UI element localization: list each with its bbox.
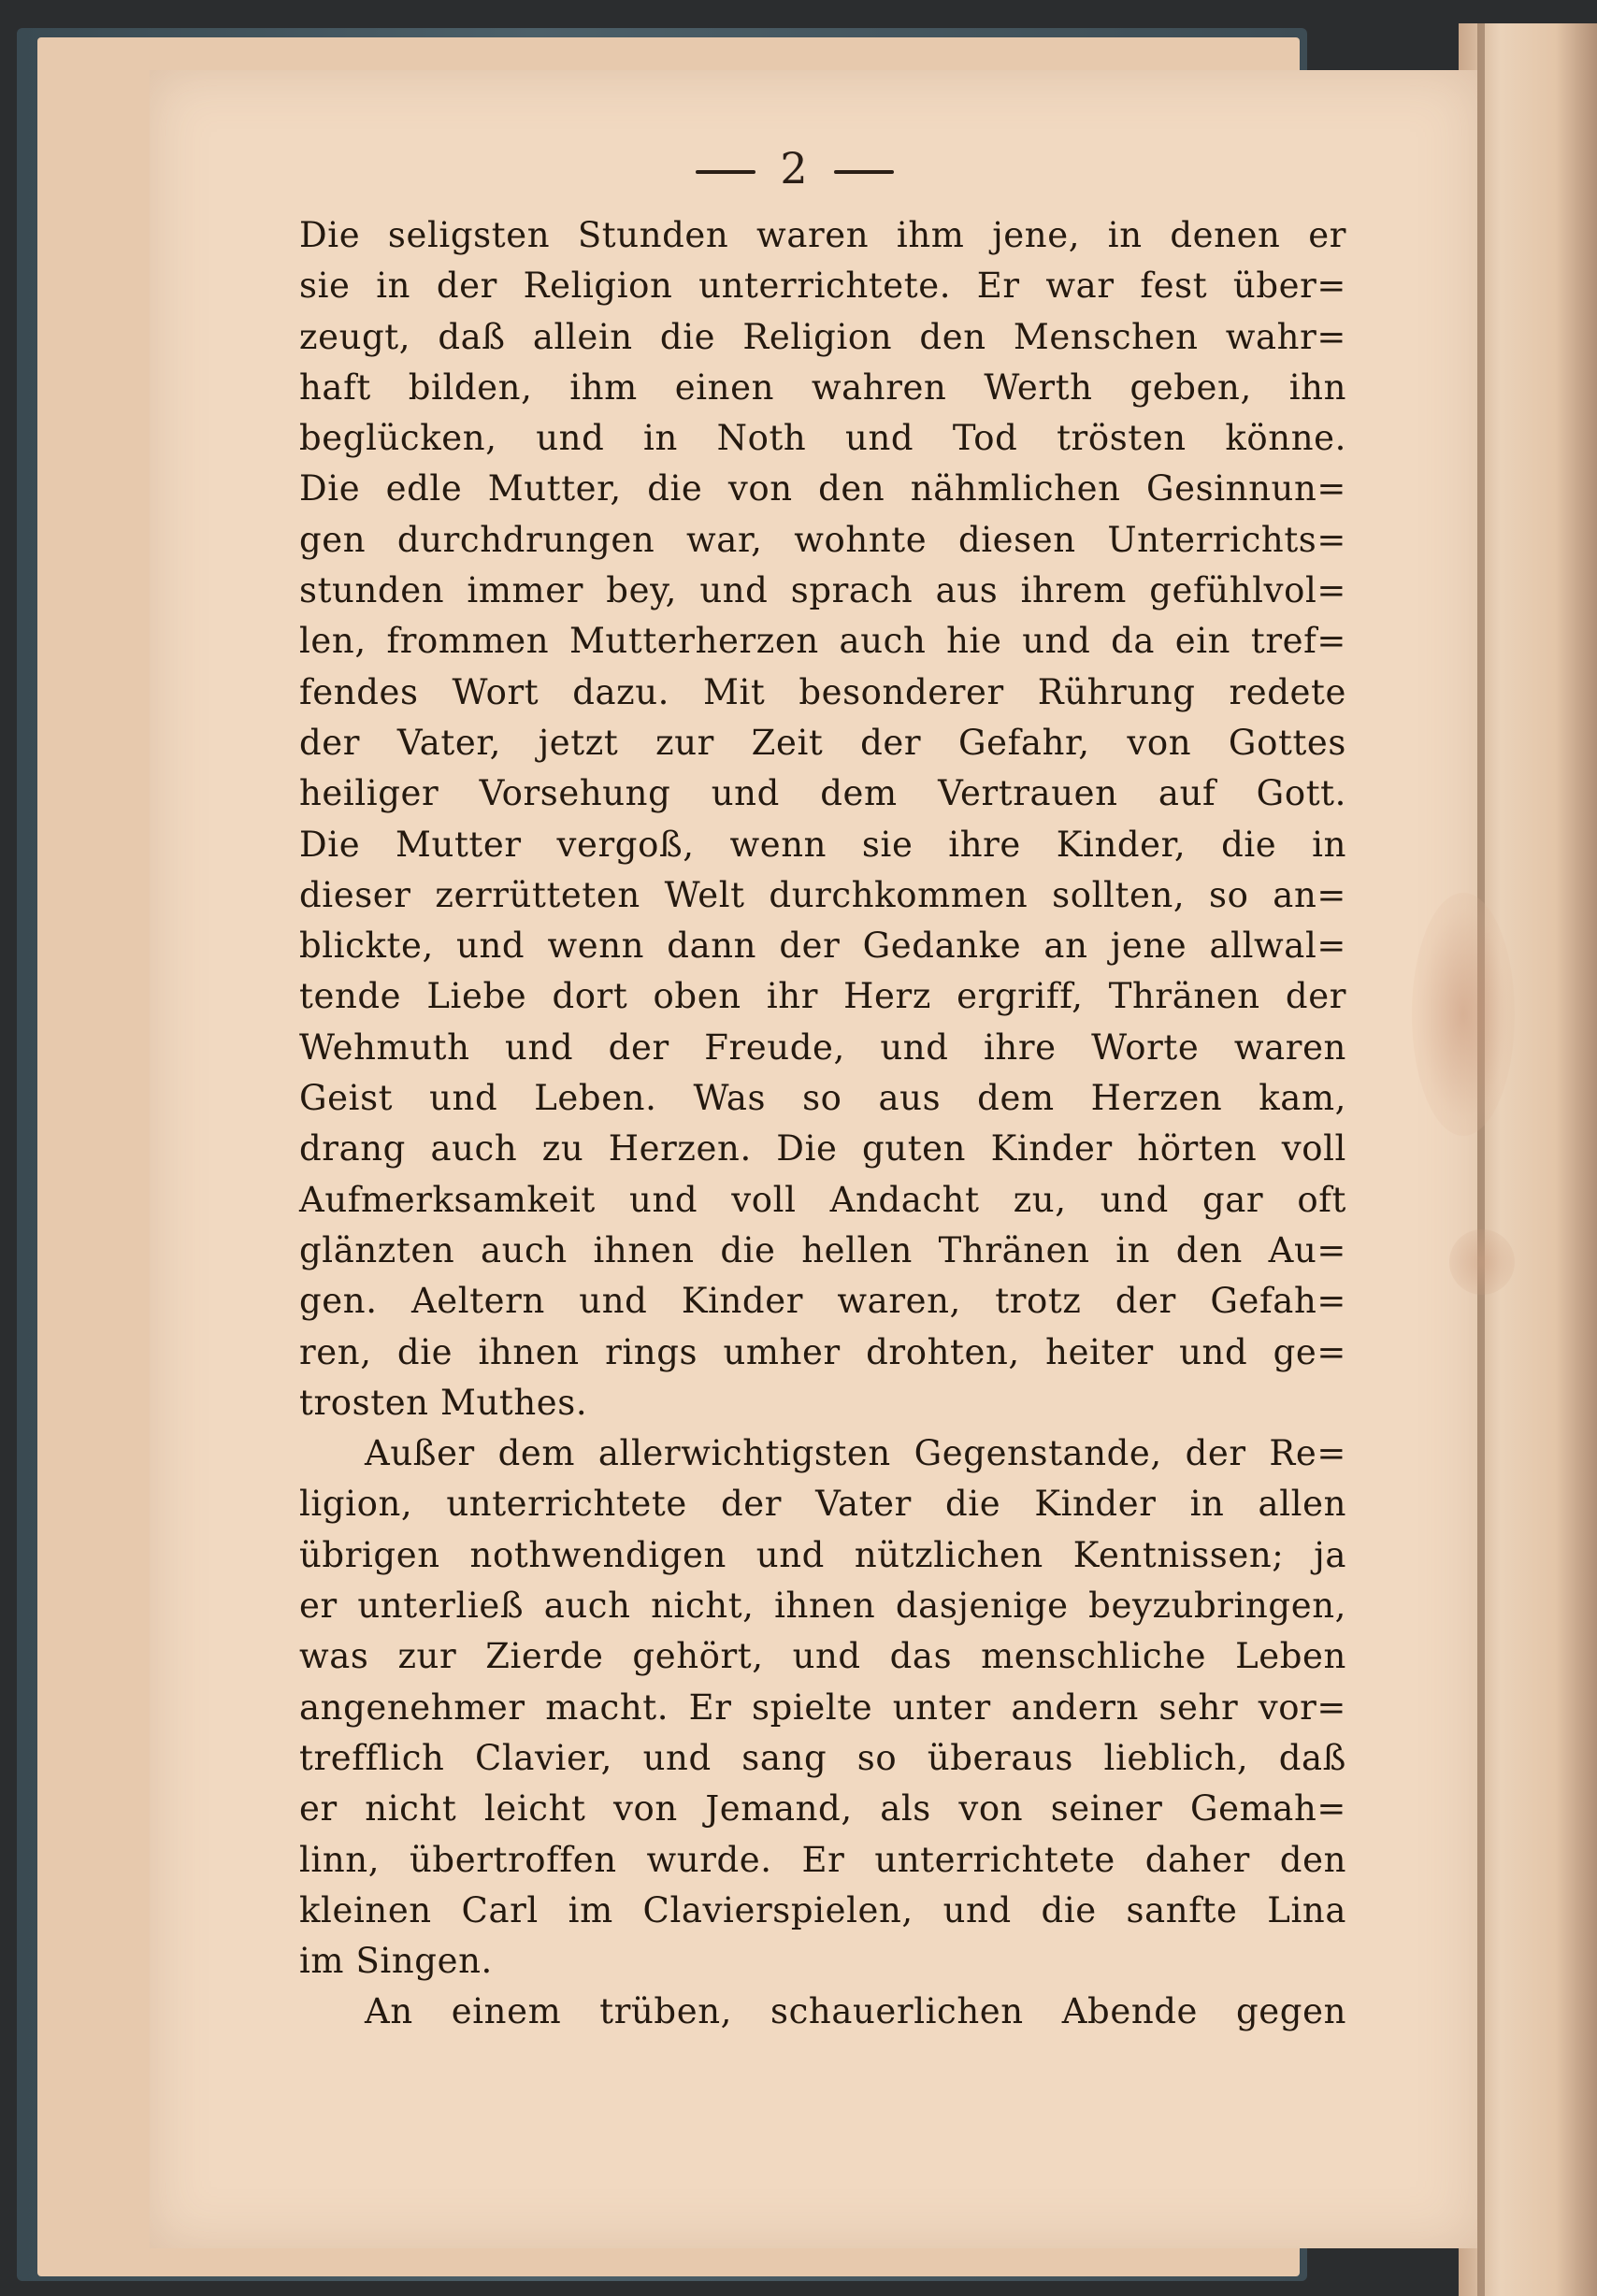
ornament-right bbox=[834, 170, 894, 174]
text-line: er nicht leicht von Jemand, als von seiner Gemah= bbox=[299, 1788, 1346, 1830]
text-line: kleinen Carl im Clavierspielen, und die sanfte Lina bbox=[299, 1889, 1346, 1930]
text-line: übrigen nothwendigen und nützlichen Kentnissen; ja bbox=[299, 1534, 1346, 1575]
text-line: er unterließ auch nicht, ihnen dasjenige beyzubringen, bbox=[299, 1586, 1346, 1627]
text-line: Die Mutter vergoß, wenn sie ihre Kinder, die in bbox=[299, 824, 1346, 865]
paragraph-start-line: Außer dem allerwichtigsten Gegenstande, der Re= bbox=[365, 1433, 1346, 1474]
paragraph-start-line: An einem trüben, schauerlichen Abende gegen bbox=[365, 1991, 1346, 2032]
text-line: Geist und Leben. Was so aus dem Herzen kam, bbox=[299, 1078, 1346, 1119]
text-line: Aufmerksamkeit und voll Andacht zu, und gar oft bbox=[299, 1179, 1346, 1220]
text-line: fendes Wort dazu. Mit besonderer Rührung redete bbox=[299, 671, 1346, 712]
text-line: im Singen. bbox=[299, 1941, 493, 1982]
body-text bbox=[299, 210, 1346, 2038]
text-line: angenehmer macht. Er spielte unter andern sehr vor= bbox=[299, 1686, 1346, 1728]
text-line: ligion, unterrichtete der Vater die Kinder in allen bbox=[299, 1484, 1346, 1525]
printed-page bbox=[150, 70, 1477, 2248]
text-line: trosten Muthes. bbox=[299, 1382, 588, 1423]
text-line: dieser zerrütteten Welt durchkommen sollten, so an= bbox=[299, 874, 1346, 915]
page-number: 2 bbox=[780, 143, 810, 194]
text-line: heiliger Vorsehung und dem Vertrauen auf Gott. bbox=[299, 773, 1346, 814]
text-line: stunden immer bey, und sprach aus ihrem gefühlvol= bbox=[299, 570, 1346, 611]
text-line: Wehmuth und der Freude, und ihre Worte waren bbox=[299, 1026, 1346, 1068]
text-line: drang auch zu Herzen. Die guten Kinder hörten voll bbox=[299, 1128, 1346, 1170]
text-line: blickte, und wenn dann der Gedanke an jene allwal= bbox=[299, 926, 1346, 967]
text-line: glänzten auch ihnen die hellen Thränen in den Au= bbox=[299, 1229, 1346, 1270]
text-line: gen. Aeltern und Kinder waren, trotz der Gefah= bbox=[299, 1281, 1346, 1322]
page-number-header bbox=[150, 143, 1440, 194]
text-line: gen durchdrungen war, wohnte diesen Unterrichts= bbox=[299, 519, 1346, 560]
text-line: Die seligsten Stunden waren ihm jene, in denen er bbox=[299, 215, 1346, 255]
paper-stain-small bbox=[1449, 1229, 1515, 1295]
text-line: tende Liebe dort oben ihr Herz ergriff, Thränen der bbox=[299, 976, 1346, 1017]
text-line: trefflich Clavier, und sang so überaus lieblich, daß bbox=[299, 1737, 1346, 1778]
text-line: ren, die ihnen rings umher drohten, heiter und ge= bbox=[299, 1331, 1346, 1372]
text-line: beglücken, und in Noth und Tod trösten könne. bbox=[299, 418, 1346, 459]
text-line: linn, übertroffen wurde. Er unterrichtete daher den bbox=[299, 1839, 1346, 1880]
text-line: was zur Zierde gehört, und das menschliche Leben bbox=[299, 1636, 1346, 1677]
text-line: der Vater, jetzt zur Zeit der Gefahr, von Gottes bbox=[299, 722, 1346, 763]
text-line: sie in der Religion unterrichtete. Er war fest über= bbox=[299, 265, 1346, 307]
text-line: len, frommen Mutterherzen auch hie und da ein tref= bbox=[299, 621, 1346, 662]
paper-stain bbox=[1412, 893, 1515, 1136]
ornament-left bbox=[696, 170, 755, 174]
text-line: Die edle Mutter, die von den nähmlichen Gesinnun= bbox=[299, 468, 1346, 509]
spine-shadow bbox=[1477, 23, 1485, 2296]
text-line: zeugt, daß allein die Religion den Menschen wahr= bbox=[299, 316, 1346, 357]
text-line: haft bilden, ihm einen wahren Werth geben, ihn bbox=[299, 366, 1346, 408]
